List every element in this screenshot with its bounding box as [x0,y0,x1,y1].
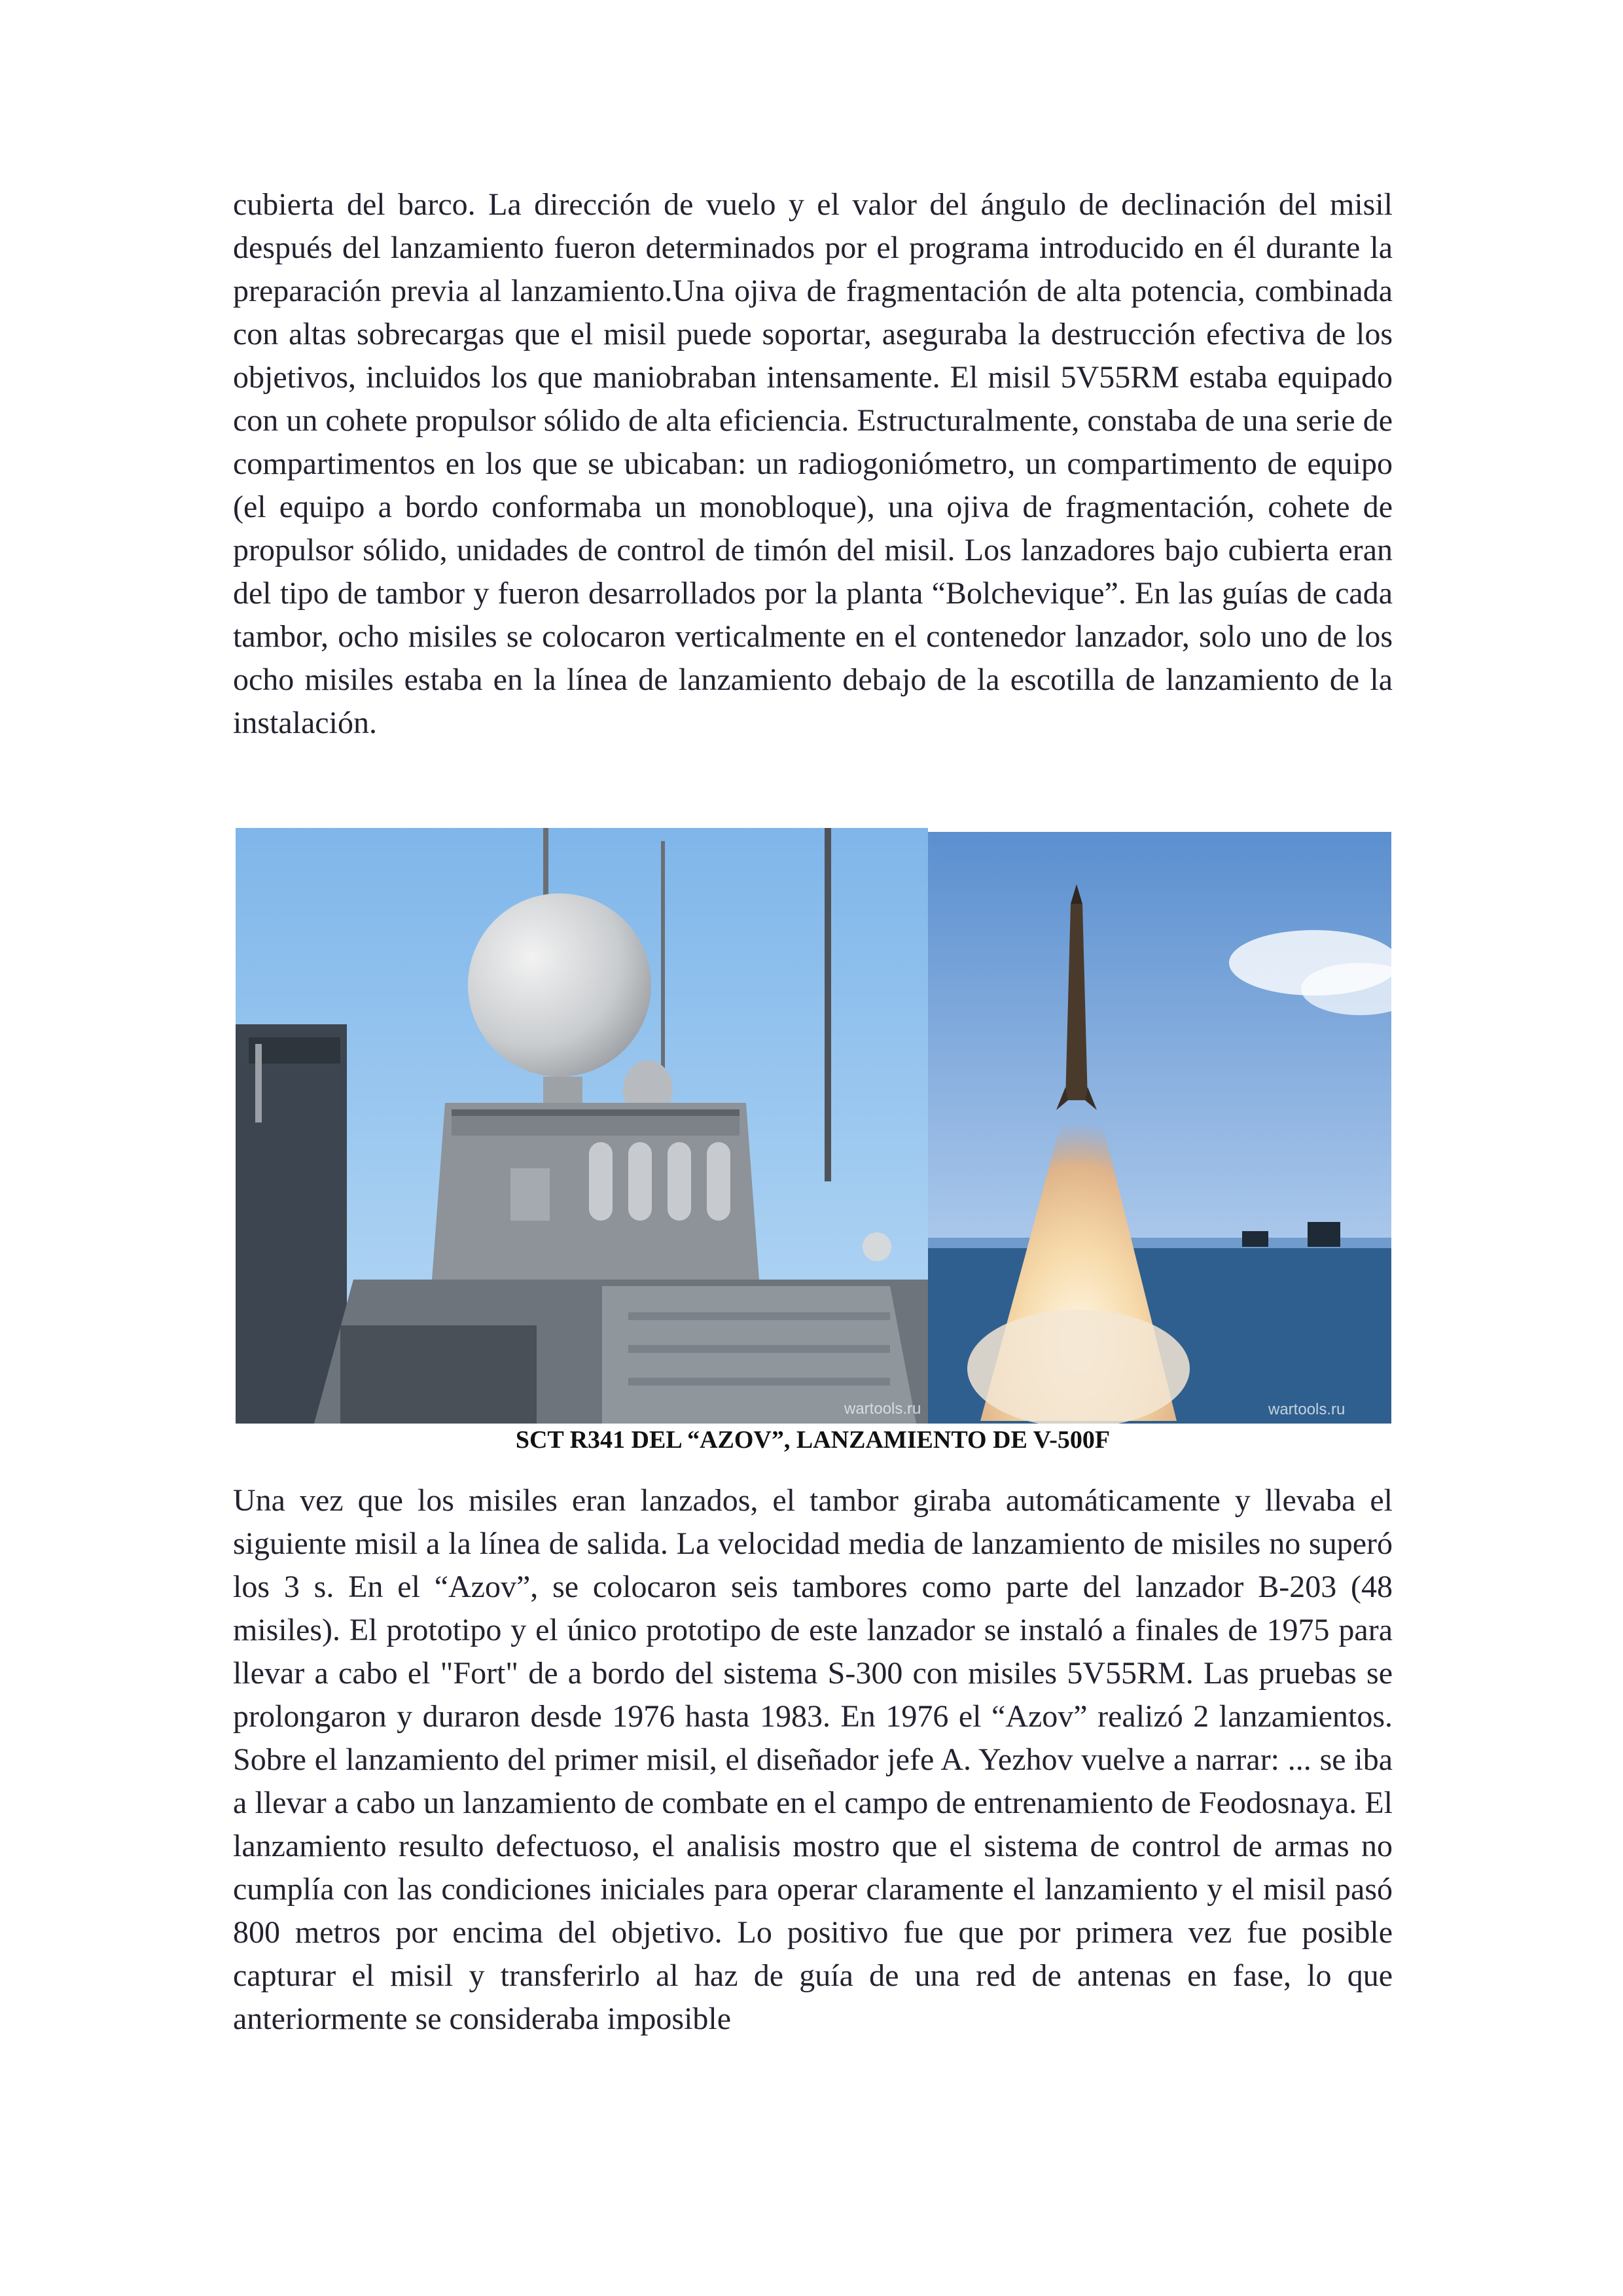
radar-photo [236,828,928,1424]
missile-launch-photo [928,832,1391,1424]
paragraph-2: Una vez que los misiles eran lanzados, el tambor giraba automáticamente y llevaba el siguiente misil a la línea de salida. La velocidad media de lanzamiento de misiles no superó los 3 s. En el “Azov”, se colocaron seis tambores como parte del lanzador B-203 (48 misiles). El prototipo y el único prototipo de este lanzador se instaló a finales de 1975 para llevar a cabo el "Fort" de a bordo del sistema S-300 con misiles 5V55RM. Las pruebas se prolongaron y duraron desde 1976 hasta 1983. En 1976 el “Azov” realizó 2 lanzamientos. Sobre el lanzamiento del primer misil, el diseñador jefe A. Yezhov vuelve a narrar: ... se iba a llevar a cabo un lanzamiento de combate en el campo de entrenamiento de Feodosnaya. El lanzamiento resulto defectuoso, el analisis mostro que el sistema de control de armas no cumplía con las condiciones iniciales para operar claramente el lanzamiento y el misil pasó 800 metros por encima del objetivo. Lo positivo fue que por primera vez fue posible capturar el misil y transferirlo al haz de guía de una red de antenas en fase, lo que anteriormente se consideraba imposible [233,1483,1393,2036]
watermark-right: wartools.ru [1268,1401,1346,1418]
paragraph-1: cubierta del barco. La dirección de vuelo y el valor del ángulo de declinación del misil después del lanzamiento fueron determinados por el programa introducido en él durante la preparación previa al lanzamiento.Una ojiva de fragmentación de alta potencia, combinada con altas sobrecargas que el misil puede soportar, aseguraba la destrucción efectiva de los objetivos, incluidos los que maniobraban intensamente. El misil 5V55RM estaba equipado con un cohete propulsor sólido de alta eficiencia. Estructuralmente, constaba de una serie de compartimentos en los que se ubicaban: un radiogoniómetro, un compartimento de equipo (el equipo a bordo conformaba un monobloque), una ojiva de fragmentación, cohete de propulsor sólido, unidades de control de timón del misil. Los lanzadores bajo cubierta eran del tipo de tambor y fueron desarrollados por la planta “Bolchevique”. En las guías de cada tambor, ocho misiles se colocaron verticalmente en el contenedor lanzador, solo uno de los ocho misiles estaba en la línea de lanzamiento debajo de la escotilla de lanzamiento de la instalación. [233,187,1393,740]
watermark-left: wartools.ru [844,1400,921,1418]
figure-caption: SCT R341 DEL “AZOV”, LANZAMIENTO DE V-500F [515,1426,1111,1454]
figure [233,828,1393,1424]
